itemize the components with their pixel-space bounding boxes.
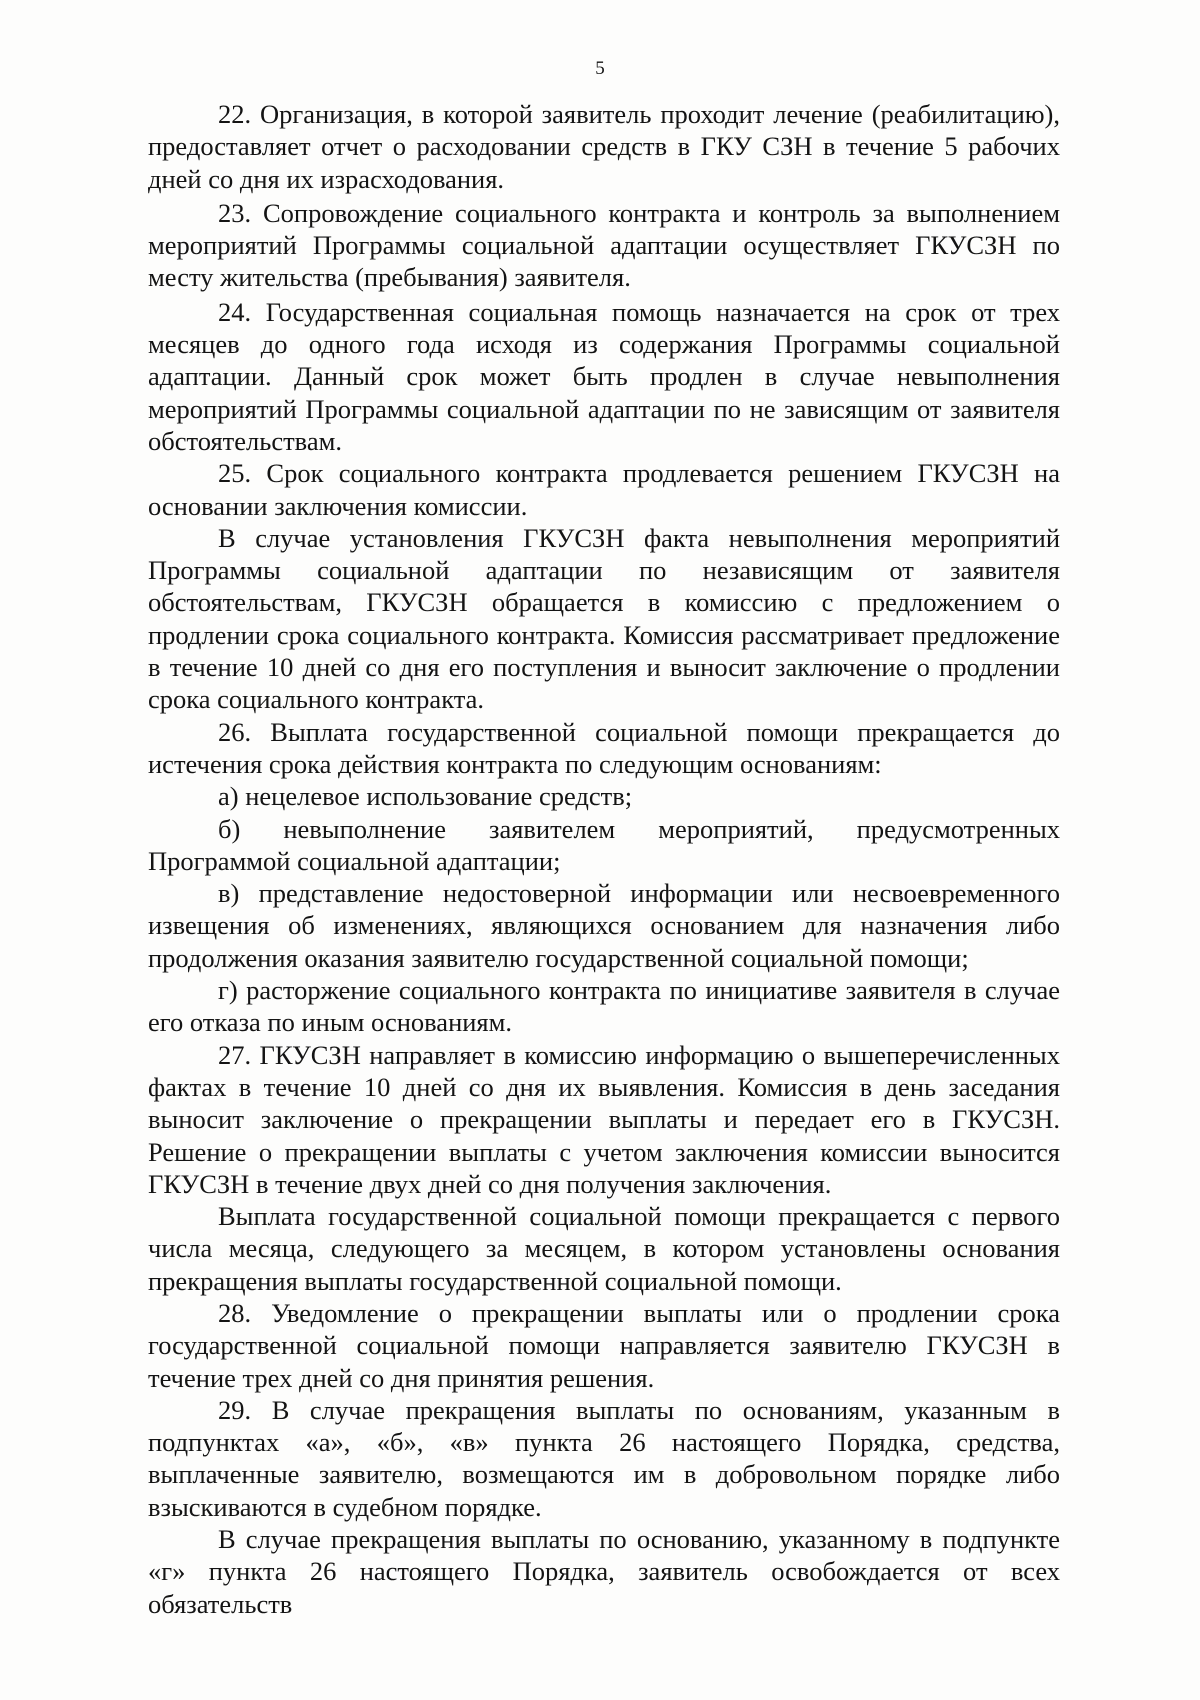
paragraph-27: 27. ГКУСЗН направляет в комиссию информацию о вышеперечисленных фактах в течение 10 дней со дня их выявления. Комиссия в день заседания выносит заключение о прекращении выплаты и передает его в ГКУСЗН. Решение о прекращении выплаты с учетом заключения комиссии выносится ГКУСЗН в течение двух дней со дня получения заключения. bbox=[148, 1039, 1060, 1199]
paragraph-26: 26. Выплата государственной социальной помощи прекращается до истечения срока действия контракта по следующим основаниям: bbox=[148, 716, 1060, 779]
paragraph-26-item-b: б) невыполнение заявителем мероприятий, предусмотренных Программой социальной адаптации; bbox=[148, 813, 1060, 876]
page-number: 5 bbox=[595, 58, 605, 79]
paragraph-26-item-g: г) расторжение социального контракта по инициативе заявителя в случае его отказа по иным основаниям. bbox=[148, 975, 1060, 1038]
document-body bbox=[148, 98, 1060, 1620]
paragraph-26-item-a: а) нецелевое использование средств; bbox=[218, 781, 633, 812]
paragraph-27-termination: Выплата государственной социальной помощи прекращается с первого числа месяца, следующего за месяцем, в котором установлены основания прекращения выплаты государственной социальной помощи. bbox=[148, 1201, 1060, 1296]
paragraph-25-extension: В случае установления ГКУСЗН факта невыполнения мероприятий Программы социальной адаптации по независящим от заявителя обстоятельствам, ГКУСЗН обращается в комиссию с предложением о продлении срока социального контракта. Комиссия рассматривает предложение в течение 10 дней со дня его поступления и выносит заключение о продлении срока социального контракта. bbox=[148, 522, 1060, 715]
paragraph-28: 28. Уведомление о прекращении выплаты или о продлении срока государственной социальной помощи направляется заявителю ГКУСЗН в течение трех дней со дня принятия решения. bbox=[148, 1297, 1060, 1393]
paragraph-22: 22. Организация, в которой заявитель проходит лечение (реабилитацию), предоставляет отчет о расходовании средств в ГКУ СЗН в течение 5 рабочих дней со дня их израсходования. bbox=[148, 99, 1060, 194]
paragraph-29: 29. В случае прекращения выплаты по основаниям, указанным в подпунктах «а», «б», «в» пункта 26 настоящего Порядка, средства, выплаченные заявителю, возмещаются им в добровольном порядке либо взыскиваются в судебном порядке. bbox=[148, 1394, 1060, 1522]
paragraph-25: 25. Срок социального контракта продлевается решением ГКУСЗН на основании заключения комиссии. bbox=[148, 458, 1060, 521]
paragraph-29-release: В случае прекращения выплаты по основанию, указанному в подпункте «г» пункта 26 настоящего Порядка, заявитель освобождается от всех обязательств bbox=[148, 1524, 1060, 1619]
paragraph-23: 23. Сопровождение социального контракта и контроль за выполнением мероприятий Программы социальной адаптации осуществляет ГКУСЗН по месту жительства (пребывания) заявителя. bbox=[148, 197, 1060, 293]
paragraph-24: 24. Государственная социальная помощь назначается на срок от трех месяцев до одного года исходя из содержания Программы социальной адаптации. Данный срок может быть продлен в случае невыполнения мероприятий Программы социальной адаптации по не зависящим от заявителя обстоятельствам. bbox=[148, 296, 1060, 456]
paragraph-26-item-v: в) представление недостоверной информации или несвоевременного извещения об изменениях, являющихся основанием для назначения либо продолжения оказания заявителю государственной социальной помощи; bbox=[148, 878, 1060, 973]
